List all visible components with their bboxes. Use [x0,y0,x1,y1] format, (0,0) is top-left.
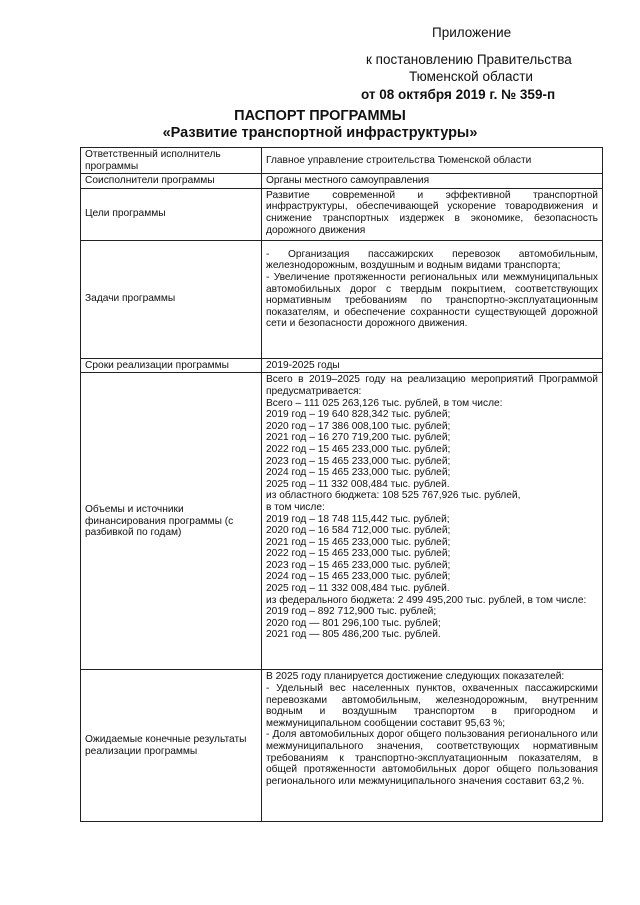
funding-year: 2022 год – 15 465 233,000 тыс. рублей; [266,443,451,455]
document-title: ПАСПОРТ ПРОГРАММЫ [234,108,406,124]
federal-year: 2021 год — 805 486,200 тыс. рублей. [266,629,441,641]
tasks-label: Задачи программы [81,240,262,358]
table-row [81,373,603,670]
regional-year: 2025 год – 11 332 008,484 тыс. рублей. [266,583,450,595]
terms-value: 2019-2025 годы [262,358,603,373]
federal-year: 2019 год – 892 712,900 тыс. рублей; [266,606,437,618]
results-intro: В 2025 году планируется достижение следующих показателей: [266,671,565,683]
federal-year: 2020 год — 801 296,100 тыс. рублей; [266,617,441,629]
funding-year: 2023 год – 15 465 233,000 тыс. рублей; [266,455,451,467]
regional-year: 2024 год – 15 465 233,000 тыс. рублей; [266,571,451,583]
task-item: - Увеличение протяженности региональных или межмуниципальных автомобильных дорог с твердым покрытием, соответствующих нормативным требованиям по транспортно-эксплуатационным показателям, и обеспечение сохранности существующей дорожной сети и безопасности дорожного движения. [266,271,598,330]
table-row [81,240,603,358]
table-row [81,358,603,373]
goals-value: Развитие современной и эффективной транспортной инфраструктуры, обеспечивающей ускорение товародвижения и снижение транспортных издержек в экономике, безопасность дорожного движения [262,188,603,240]
funding-year: 2021 год – 16 270 719,200 тыс. рублей; [266,432,451,444]
coexecutors-value: Органы местного самоуправления [262,174,603,189]
result-item: - Доля автомобильных дорог общего пользования региональногo или межмуниципального значения, соответствующих нормативным требованиям к транспортно-эксплуатационным показателям, в общей протяженности автомобильных дорог общего пользования регионального или межмуниципального значения составит 63,2 %. [266,729,598,787]
funding-year: 2024 год – 15 465 233,000 тыс. рублей; [266,467,451,479]
regional-year: 2020 год – 16 584 712,000 тыс. рублей; [266,525,451,537]
executor-value: Главное управление строительства Тюменской области [262,148,603,174]
funding-year: 2025 год – 11 332 008,484 тыс. рублей. [266,478,450,490]
funding-label: Объемы и источники финансирования программы (с разбивкой по годам) [81,373,262,670]
appendix-label: Приложение [432,25,512,40]
result-item: - Удельный вес населенных пунктов, охваченных пассажирскими перевозками автомобильным, железнодорожным, внутренним водным и воздушным транспортом в пригородном и межмуниципальном сообщении составит 95,63 %; [266,682,598,729]
regional-year: 2023 год – 15 465 233,000 тыс. рублей; [266,559,451,571]
results-label: Ожидаемые конечные результаты реализации программы [81,670,262,822]
funding-year: 2019 год – 19 640 828,342 тыс. рублей; [266,409,451,421]
region-line: Тюменской области [409,69,533,84]
program-name: «Развитие транспортной инфраструктуры» [162,125,478,141]
goals-label: Цели программы [81,188,262,240]
funding-total: Всего – 111 025 263,126 тыс. рублей, в том числе: [266,397,503,409]
tasks-value [262,240,603,358]
regional-budget-incl: в том числе: [266,501,325,513]
regional-year: 2019 год – 18 748 115,442 тыс. рублей; [266,513,450,525]
executor-label: Ответственный исполнитель программы [81,148,262,174]
regional-year: 2022 год – 15 465 233,000 тыс. рублей; [266,548,451,560]
federal-budget: из федерального бюджета: 2 499 495,200 тыс. рублей, в том числе: [266,594,587,606]
funding-intro: Всего в 2019–2025 году на реализацию мероприятий Программой предусматривается: [266,374,598,397]
table-row [81,148,603,174]
funding-year: 2020 год – 17 386 008,100 тыс. рублей; [266,420,451,432]
table-row [81,174,603,189]
funding-value [262,373,603,670]
terms-label: Сроки реализации программы [81,358,262,373]
task-item: - Организация пассажирских перевозок автомобильным, железнодорожным, воздушным и водным видами транспорта; [266,248,598,272]
regional-budget: из областного бюджета: 108 525 767,926 тыс. рублей, [266,490,521,502]
regional-year: 2021 год – 15 465 233,000 тыс. рублей; [266,536,451,548]
resolution-line: к постановлению Правительства [366,52,572,67]
resolution-date: от 08 октября 2019 г. № 359-п [361,87,556,102]
passport-table [80,147,603,822]
table-row [81,188,603,240]
results-value [262,670,603,822]
coexecutors-label: Соисполнители программы [81,174,262,189]
table-row [81,670,603,822]
